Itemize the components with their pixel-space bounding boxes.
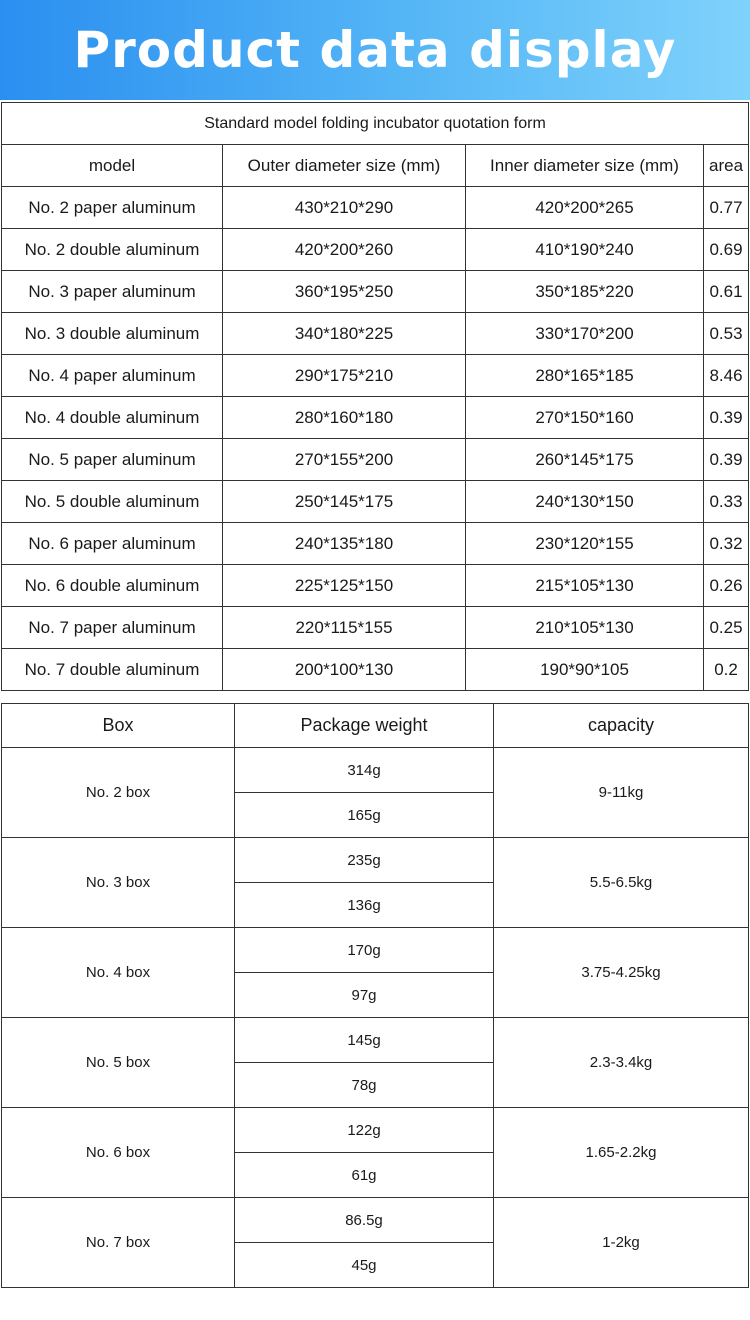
- inner-size-cell: 280*165*185: [466, 355, 704, 397]
- box-cell: No. 2 box: [2, 748, 235, 838]
- capacity-cell: 2.3-3.4kg: [494, 1018, 749, 1108]
- inner-size-cell: 410*190*240: [466, 229, 704, 271]
- table-row: [2, 1108, 749, 1153]
- column-header: model: [2, 145, 223, 187]
- table-row: [2, 187, 749, 229]
- table-row: [2, 838, 749, 883]
- box-cell: No. 4 box: [2, 928, 235, 1018]
- area-cell: 0.39: [704, 397, 749, 439]
- area-cell: 0.69: [704, 229, 749, 271]
- outer-size-cell: 200*100*130: [223, 649, 466, 691]
- inner-size-cell: 215*105*130: [466, 565, 704, 607]
- model-cell: No. 6 double aluminum: [2, 565, 223, 607]
- capacity-cell: 1.65-2.2kg: [494, 1108, 749, 1198]
- column-header: Package weight: [235, 704, 494, 748]
- page-title: Product data display: [73, 21, 677, 79]
- model-cell: No. 5 double aluminum: [2, 481, 223, 523]
- model-cell: No. 2 paper aluminum: [2, 187, 223, 229]
- weight-cell: 136g: [235, 883, 494, 928]
- table-row: [2, 1018, 749, 1063]
- header-banner: [0, 0, 750, 100]
- column-header: area: [704, 145, 749, 187]
- weight-cell: 97g: [235, 973, 494, 1018]
- outer-size-cell: 340*180*225: [223, 313, 466, 355]
- area-cell: 0.2: [704, 649, 749, 691]
- weight-cell: 122g: [235, 1108, 494, 1153]
- outer-size-cell: 225*125*150: [223, 565, 466, 607]
- outer-size-cell: 250*145*175: [223, 481, 466, 523]
- area-cell: 0.32: [704, 523, 749, 565]
- table-row: [2, 355, 749, 397]
- box-cell: No. 7 box: [2, 1198, 235, 1288]
- area-cell: 0.77: [704, 187, 749, 229]
- table-row: [2, 649, 749, 691]
- outer-size-cell: 290*175*210: [223, 355, 466, 397]
- weight-cell: 145g: [235, 1018, 494, 1063]
- box-cell: No. 3 box: [2, 838, 235, 928]
- area-cell: 0.53: [704, 313, 749, 355]
- outer-size-cell: 430*210*290: [223, 187, 466, 229]
- inner-size-cell: 330*170*200: [466, 313, 704, 355]
- quotation-table: [1, 102, 749, 691]
- weight-cell: 165g: [235, 793, 494, 838]
- model-cell: No. 4 double aluminum: [2, 397, 223, 439]
- column-header: capacity: [494, 704, 749, 748]
- table-row: [2, 439, 749, 481]
- outer-size-cell: 420*200*260: [223, 229, 466, 271]
- weight-cell: 61g: [235, 1153, 494, 1198]
- area-cell: 0.26: [704, 565, 749, 607]
- table-row: [2, 313, 749, 355]
- inner-size-cell: 230*120*155: [466, 523, 704, 565]
- outer-size-cell: 280*160*180: [223, 397, 466, 439]
- column-header: Inner diameter size (mm): [466, 145, 704, 187]
- area-cell: 0.33: [704, 481, 749, 523]
- table-row: [2, 229, 749, 271]
- table-row: [2, 397, 749, 439]
- weight-cell: 78g: [235, 1063, 494, 1108]
- column-header: Box: [2, 704, 235, 748]
- outer-size-cell: 360*195*250: [223, 271, 466, 313]
- area-cell: 0.39: [704, 439, 749, 481]
- capacity-table: [1, 703, 749, 1288]
- weight-cell: 86.5g: [235, 1198, 494, 1243]
- area-cell: 0.25: [704, 607, 749, 649]
- outer-size-cell: 270*155*200: [223, 439, 466, 481]
- area-cell: 8.46: [704, 355, 749, 397]
- weight-cell: 45g: [235, 1243, 494, 1288]
- capacity-cell: 9-11kg: [494, 748, 749, 838]
- table-caption: Standard model folding incubator quotation form: [2, 103, 749, 145]
- capacity-cell: 5.5-6.5kg: [494, 838, 749, 928]
- model-cell: No. 7 paper aluminum: [2, 607, 223, 649]
- model-cell: No. 6 paper aluminum: [2, 523, 223, 565]
- table-row: [2, 271, 749, 313]
- weight-cell: 314g: [235, 748, 494, 793]
- capacity-cell: 3.75-4.25kg: [494, 928, 749, 1018]
- inner-size-cell: 270*150*160: [466, 397, 704, 439]
- column-header: Outer diameter size (mm): [223, 145, 466, 187]
- table-row: [2, 481, 749, 523]
- table-row: [2, 1198, 749, 1243]
- table-row: [2, 928, 749, 973]
- model-cell: No. 5 paper aluminum: [2, 439, 223, 481]
- table-row: [2, 565, 749, 607]
- capacity-cell: 1-2kg: [494, 1198, 749, 1288]
- outer-size-cell: 240*135*180: [223, 523, 466, 565]
- model-cell: No. 7 double aluminum: [2, 649, 223, 691]
- table-row: [2, 748, 749, 793]
- weight-cell: 170g: [235, 928, 494, 973]
- box-cell: No. 6 box: [2, 1108, 235, 1198]
- inner-size-cell: 420*200*265: [466, 187, 704, 229]
- weight-cell: 235g: [235, 838, 494, 883]
- box-cell: No. 5 box: [2, 1018, 235, 1108]
- inner-size-cell: 240*130*150: [466, 481, 704, 523]
- model-cell: No. 3 paper aluminum: [2, 271, 223, 313]
- area-cell: 0.61: [704, 271, 749, 313]
- inner-size-cell: 260*145*175: [466, 439, 704, 481]
- inner-size-cell: 350*185*220: [466, 271, 704, 313]
- outer-size-cell: 220*115*155: [223, 607, 466, 649]
- model-cell: No. 2 double aluminum: [2, 229, 223, 271]
- inner-size-cell: 210*105*130: [466, 607, 704, 649]
- inner-size-cell: 190*90*105: [466, 649, 704, 691]
- model-cell: No. 3 double aluminum: [2, 313, 223, 355]
- table-row: [2, 607, 749, 649]
- table-row: [2, 523, 749, 565]
- model-cell: No. 4 paper aluminum: [2, 355, 223, 397]
